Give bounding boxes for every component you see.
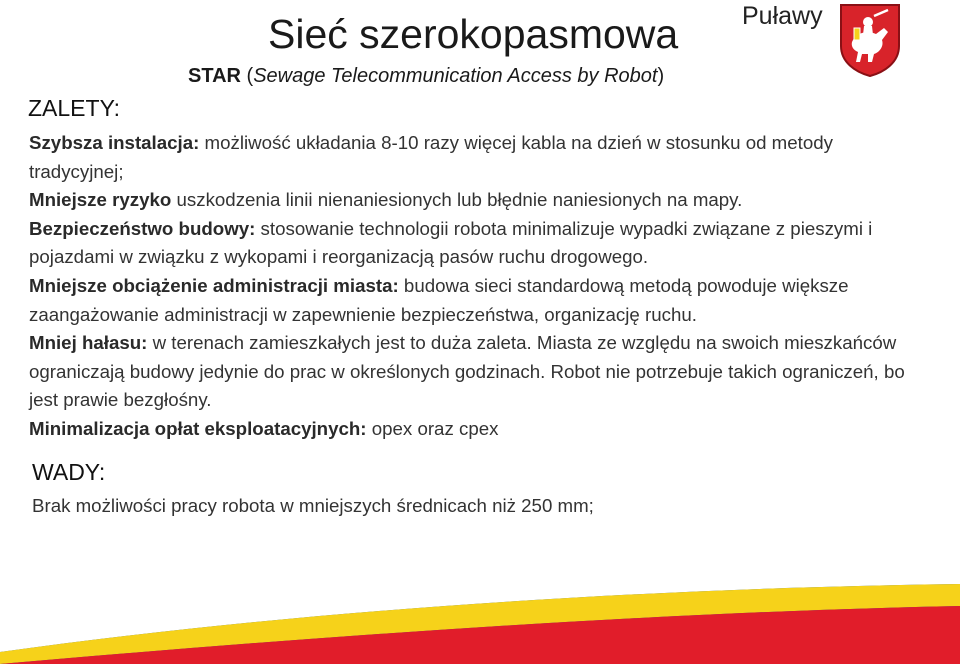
city-crest-icon [838,2,902,78]
disadvantages-heading: WADY: [32,459,106,485]
advantage-label: Minimalizacja opłat eksploatacyjnych: [29,417,367,439]
advantage-item [29,215,909,272]
subtitle-expansion: Sewage Telecommunication Access by Robot [253,65,658,87]
advantages-heading: ZALETY: [28,95,121,121]
decorative-stripes [0,540,960,664]
advantage-text: w terenach zamieszkałych jest to duża zaleta. Miasta ze względu na swoich mieszkańców ograniczają budowy jedynie do prac w określonych godzinach. Robot nie potrzebuje takich ograniczeń, bo jest prawie bezgłośny. [29,332,905,411]
disadvantage-text: Brak możliwości pracy robota w mniejszych średnicach niż 250 mm; [32,495,594,516]
advantage-text: stosowanie technologii robota minimalizuje wypadki związane z pieszymi i pojazdami w związku z wykopami i reorganizacją pasów ruchu drogowego. [29,217,873,268]
advantage-text: uszkodzenia linii nienaniesionych lub błędnie naniesionych na mapy. [171,189,743,211]
subtitle-acronym: STAR [188,65,241,87]
subtitle-paren-close: ) [657,65,665,87]
advantage-item [29,415,909,444]
advantages-list [29,129,909,444]
advantage-text: budowa sieci standardową metodą powoduje większe zaangażowanie administracji w zapewnienie bezpieczeństwa, organizację ruchu. [29,274,849,325]
page-title: Sieć szerokopasmowa [268,11,679,57]
city-name: Puławy [742,2,823,30]
advantage-item [29,186,909,215]
advantage-text: możliwość układania 8-10 razy więcej kabla na dzień w stosunku od metody tradycyjnej; [29,132,833,182]
advantage-label: Bezpieczeństwo budowy: [29,217,256,239]
page-subtitle [188,62,664,90]
advantage-item [29,329,909,415]
advantage-text: opex oraz cpex [366,417,499,439]
advantage-item [29,272,909,329]
advantage-label: Szybsza instalacja: [29,132,200,153]
advantage-label: Mniejsze ryzyko [29,189,172,211]
advantage-label: Mniej hałasu: [29,332,148,354]
subtitle-paren-open: ( [240,65,254,87]
advantage-label: Mniejsze obciążenie administracji miasta: [29,274,399,296]
advantage-item [29,129,909,186]
